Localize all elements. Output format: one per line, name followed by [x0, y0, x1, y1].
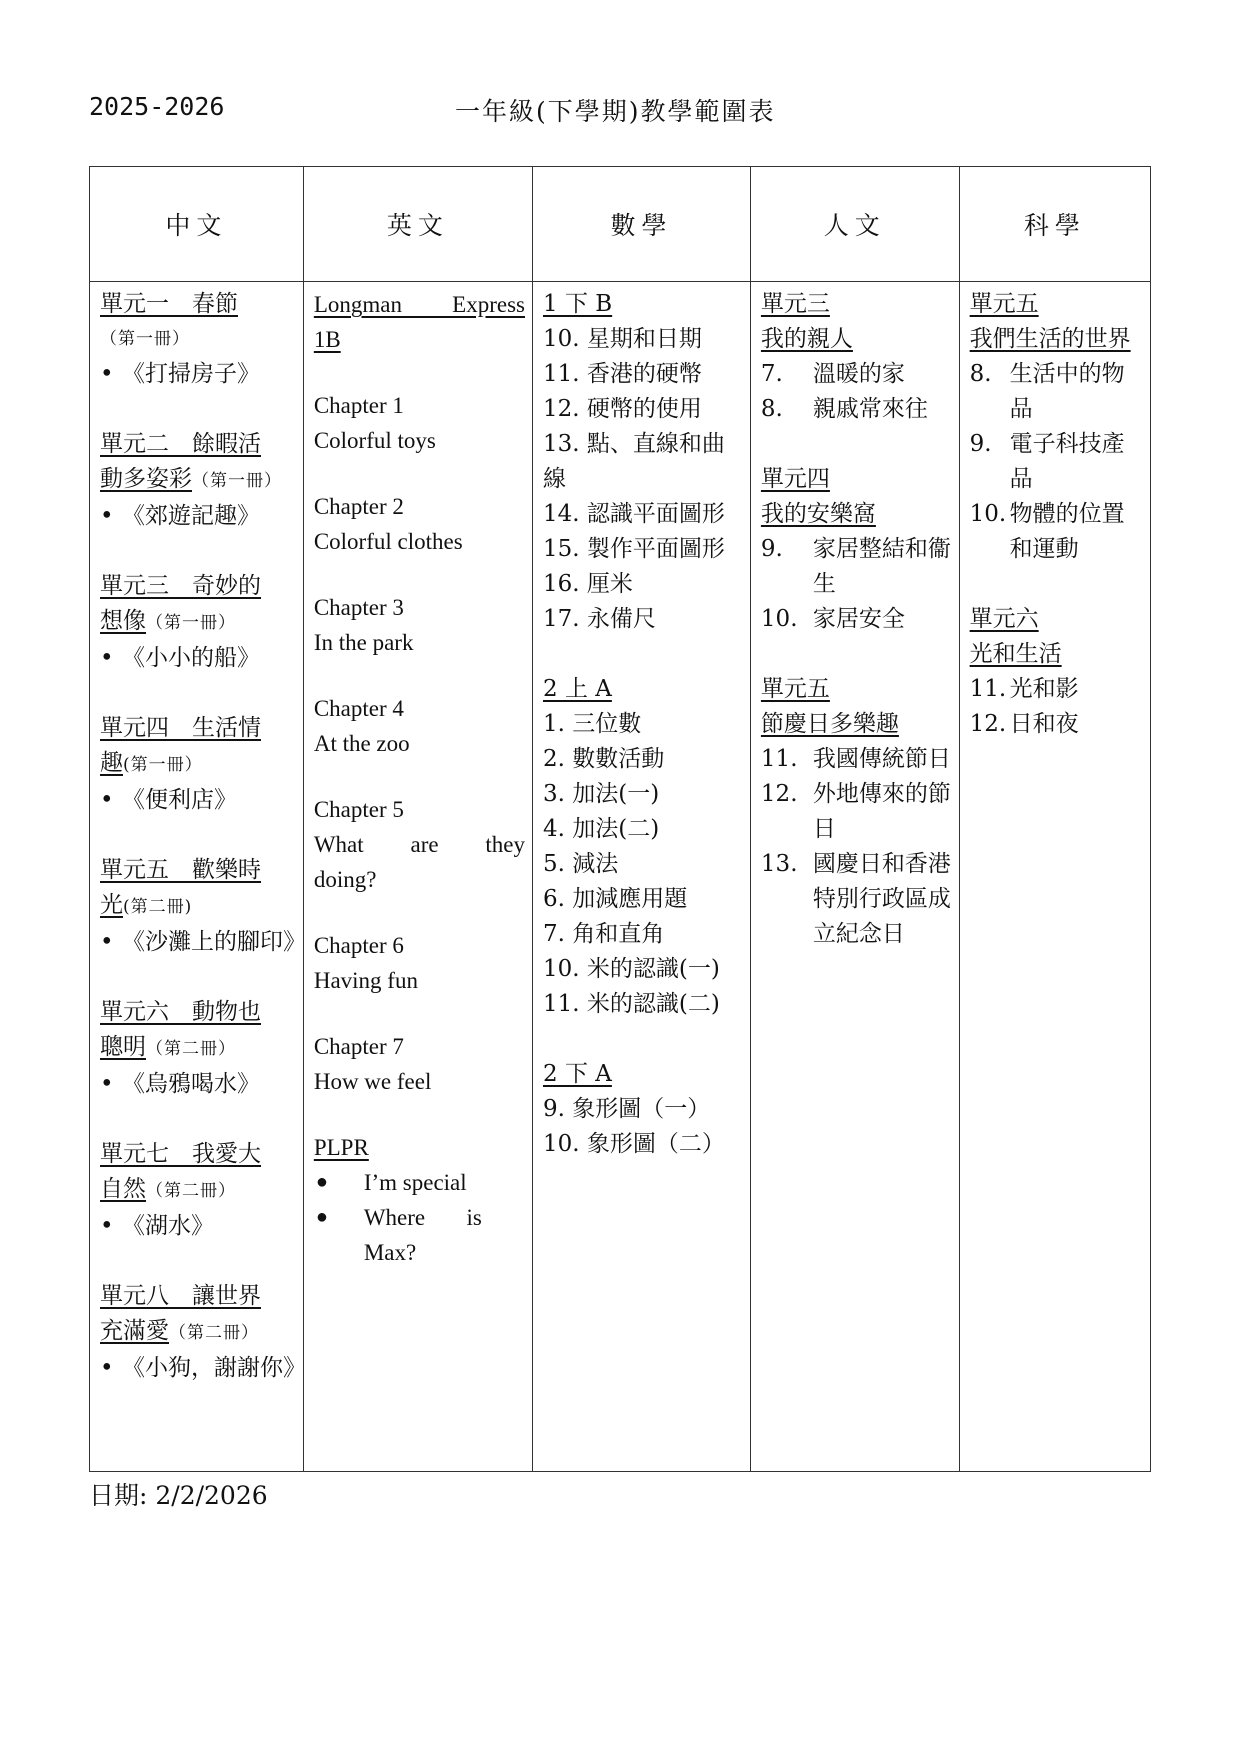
topic-item: [761, 357, 952, 392]
chapter-name: At the zoo: [313, 731, 410, 756]
unit-title-cont: 趣: [100, 750, 123, 776]
topic-number: 9.: [760, 536, 783, 562]
chapter-name: In the park: [313, 630, 414, 655]
topic-item: [970, 357, 1143, 427]
english-chapter: [314, 691, 525, 761]
plpr-item: ● Where is Max?: [314, 1200, 482, 1270]
book-label: （第一冊）: [192, 471, 282, 491]
col-header-chinese: 中文: [90, 167, 304, 282]
humanities-cell: [750, 282, 959, 1472]
math-item: 5. 減法: [543, 851, 619, 877]
topic-text: 物體的位置和運動: [1009, 501, 1125, 562]
chinese-unit: [100, 1137, 296, 1244]
math-item: 11. 米的認識(二): [543, 991, 720, 1017]
math-item: 15. 製作平面圖形: [543, 536, 725, 562]
col-header-science: 科學: [959, 167, 1150, 282]
topic-number: 12.: [760, 781, 798, 807]
chinese-unit: [100, 995, 296, 1102]
unit-name: 節慶日多樂趣: [760, 711, 899, 737]
chapter-label: Chapter 2: [313, 494, 404, 519]
unit-title: 單元五 歡樂時: [100, 857, 261, 883]
plpr-title: PLPR: [313, 1135, 369, 1160]
lesson-item: • 《湖水》: [100, 1209, 296, 1244]
topic-item: [761, 847, 952, 952]
chapter-label: Chapter 3: [313, 595, 404, 620]
topic-number: 10.: [969, 501, 1007, 527]
chapter-label: Chapter 1: [313, 393, 404, 418]
topic-item: [761, 392, 952, 427]
humanities-unit: [761, 287, 952, 427]
topic-number: 11.: [969, 676, 1007, 702]
topic-number: 8.: [969, 361, 992, 387]
topic-text: 家居整結和衞生: [812, 536, 951, 597]
topic-item: [970, 497, 1143, 567]
unit-number: 單元三: [760, 291, 830, 317]
lesson-item: • 《沙灘上的腳印》: [100, 925, 296, 960]
topic-text: 家居安全: [812, 606, 905, 632]
topic-text: 光和影: [1009, 676, 1079, 702]
english-textbook: [314, 287, 525, 357]
chapter-name: How we feel: [313, 1069, 432, 1094]
unit-title: 單元七 我愛大: [100, 1141, 261, 1167]
unit-name: 光和生活: [969, 641, 1062, 667]
topic-item: [761, 742, 952, 777]
topic-text: 我國傳統節日: [812, 746, 951, 772]
unit-name: 我們生活的世界: [969, 326, 1131, 352]
book-label: （第二冊）: [169, 1323, 259, 1343]
plpr-item: ● I’m special: [314, 1165, 525, 1200]
chapter-name-cont: doing?: [313, 867, 377, 892]
math-item: 6. 加減應用題: [543, 886, 688, 912]
math-item: 12. 硬幣的使用: [543, 396, 702, 422]
chapter-name: Having fun: [313, 968, 418, 993]
book-label: (第二冊): [123, 897, 193, 917]
unit-title: 單元三 奇妙的: [100, 573, 261, 599]
topic-text: 親戚常來往: [812, 396, 928, 422]
math-item: 14. 認識平面圖形: [543, 501, 725, 527]
plpr-section: [314, 1130, 525, 1270]
lesson-item: • 《小狗，謝謝你》: [100, 1351, 296, 1386]
chinese-unit: [100, 853, 306, 960]
topic-text: 電子科技產品: [1009, 431, 1125, 492]
topic-item: [970, 427, 1143, 497]
unit-title-cont: 想像: [100, 608, 146, 634]
unit-title: 單元一 春節: [100, 291, 238, 317]
header-row: [90, 167, 1151, 282]
unit-number: 單元六: [969, 606, 1039, 632]
unit-title-cont: 動多姿彩: [100, 466, 192, 492]
topic-item: [761, 777, 952, 847]
math-item: 16. 厘米: [543, 571, 633, 597]
unit-title: 單元八 讓世界: [100, 1283, 261, 1309]
topic-text: 外地傳來的節日: [812, 781, 951, 842]
topic-text: 溫暖的家: [812, 361, 905, 387]
english-chapter: [314, 388, 525, 458]
unit-title-cont: 充滿愛: [100, 1318, 169, 1344]
textbook-name: Longman Express: [313, 292, 525, 317]
science-cell: [959, 282, 1150, 1472]
chapter-label: Chapter 4: [313, 696, 404, 721]
english-chapter: [314, 1029, 525, 1099]
unit-number: 單元五: [760, 676, 830, 702]
english-chapter: [314, 489, 525, 559]
lesson-item: • 《便利店》: [100, 783, 296, 818]
math-item: 10. 米的認識(一): [543, 956, 720, 982]
science-unit: [970, 602, 1143, 742]
book-label: （第一冊）: [146, 613, 236, 633]
math-item: 2. 數數活動: [543, 746, 665, 772]
book-label: （第二冊）: [146, 1181, 236, 1201]
chinese-unit: [100, 287, 296, 392]
chinese-unit: [100, 711, 296, 818]
math-book-title: 2 下 A: [543, 1061, 612, 1087]
english-chapter: [314, 928, 525, 998]
col-header-humanities: 人文: [750, 167, 959, 282]
unit-title-cont: 聰明: [100, 1034, 146, 1060]
math-item: 4. 加法(二): [543, 816, 660, 842]
chapter-label: Chapter 7: [313, 1034, 404, 1059]
math-item: 13. 點、直線和曲線: [543, 431, 725, 492]
topic-number: 11.: [760, 746, 798, 772]
math-item: 9. 象形圖（一）: [543, 1096, 711, 1122]
content-row: [90, 282, 1151, 1472]
unit-title: 單元四 生活情: [100, 715, 261, 741]
chinese-unit: [100, 1279, 306, 1386]
col-header-math: 數學: [533, 167, 751, 282]
topic-number: 10.: [760, 606, 798, 632]
humanities-unit: [761, 672, 952, 952]
math-item: 3. 加法(一): [543, 781, 660, 807]
science-unit: [970, 287, 1143, 567]
topic-number: 8.: [760, 396, 783, 422]
unit-title-cont: 自然: [100, 1176, 146, 1202]
english-chapter: [314, 792, 525, 897]
unit-title: 單元二 餘暇活: [100, 431, 261, 457]
chapter-label: Chapter 5: [313, 797, 404, 822]
math-item: 17. 永備尺: [543, 606, 656, 632]
lesson-item: • 《打掃房子》: [100, 357, 296, 392]
issue-date: 日期: 2/2/2026: [89, 1481, 268, 1510]
math-section: [543, 672, 743, 1022]
math-item: 10. 星期和日期: [543, 326, 702, 352]
book-label: （第二冊）: [146, 1039, 236, 1059]
math-item: 7. 角和直角: [543, 921, 665, 947]
topic-number: 12.: [969, 711, 1007, 737]
col-header-english: 英文: [303, 167, 532, 282]
topic-item: [761, 602, 952, 637]
math-item: 10. 象形圖（二）: [543, 1131, 725, 1157]
topic-item: [761, 532, 952, 602]
unit-name: 我的親人: [760, 326, 853, 352]
topic-text: 生活中的物品: [1009, 361, 1125, 422]
humanities-unit: [761, 462, 952, 637]
topic-number: 7.: [760, 361, 783, 387]
math-book-title: 1 下 B: [543, 291, 613, 317]
chapter-name: What are they: [313, 832, 525, 857]
textbook-level: 1B: [313, 327, 341, 352]
topic-number: 13.: [760, 851, 798, 877]
teaching-scope-table: [89, 166, 1151, 1472]
math-cell: [533, 282, 751, 1472]
chinese-cell: [90, 282, 304, 1472]
book-label: （第一冊）: [100, 329, 190, 349]
math-section: [543, 1057, 743, 1162]
book-label: (第一冊）: [123, 755, 203, 775]
chapter-name: Colorful clothes: [313, 529, 463, 554]
lesson-item: • 《小小的船》: [100, 641, 296, 676]
lesson-item: • 《郊遊記趣》: [100, 499, 296, 534]
math-item: 1. 三位數: [543, 711, 642, 737]
unit-number: 單元四: [760, 466, 830, 492]
unit-number: 單元五: [969, 291, 1039, 317]
topic-item: [970, 672, 1143, 707]
english-cell: [303, 282, 532, 1472]
chinese-unit: [100, 569, 296, 676]
topic-text: 國慶日和香港特別行政區成立紀念日: [812, 851, 951, 947]
lesson-item: • 《烏鴉喝水》: [100, 1067, 296, 1102]
topic-text: 日和夜: [1009, 711, 1079, 737]
unit-title: 單元六 動物也: [100, 999, 261, 1025]
math-section: [543, 287, 743, 637]
chinese-unit: [100, 427, 296, 534]
school-year: 2025-2026: [89, 92, 225, 121]
topic-number: 9.: [969, 431, 992, 457]
chapter-label: Chapter 6: [313, 933, 404, 958]
math-item: 11. 香港的硬幣: [543, 361, 702, 387]
math-book-title: 2 上 A: [543, 676, 612, 702]
english-chapter: [314, 590, 525, 660]
topic-item: [970, 707, 1143, 742]
unit-name: 我的安樂窩: [760, 501, 876, 527]
chapter-name: Colorful toys: [313, 428, 436, 453]
document-title: 一年級(下學期)教學範圍表: [455, 97, 776, 126]
unit-title-cont: 光: [100, 892, 123, 918]
